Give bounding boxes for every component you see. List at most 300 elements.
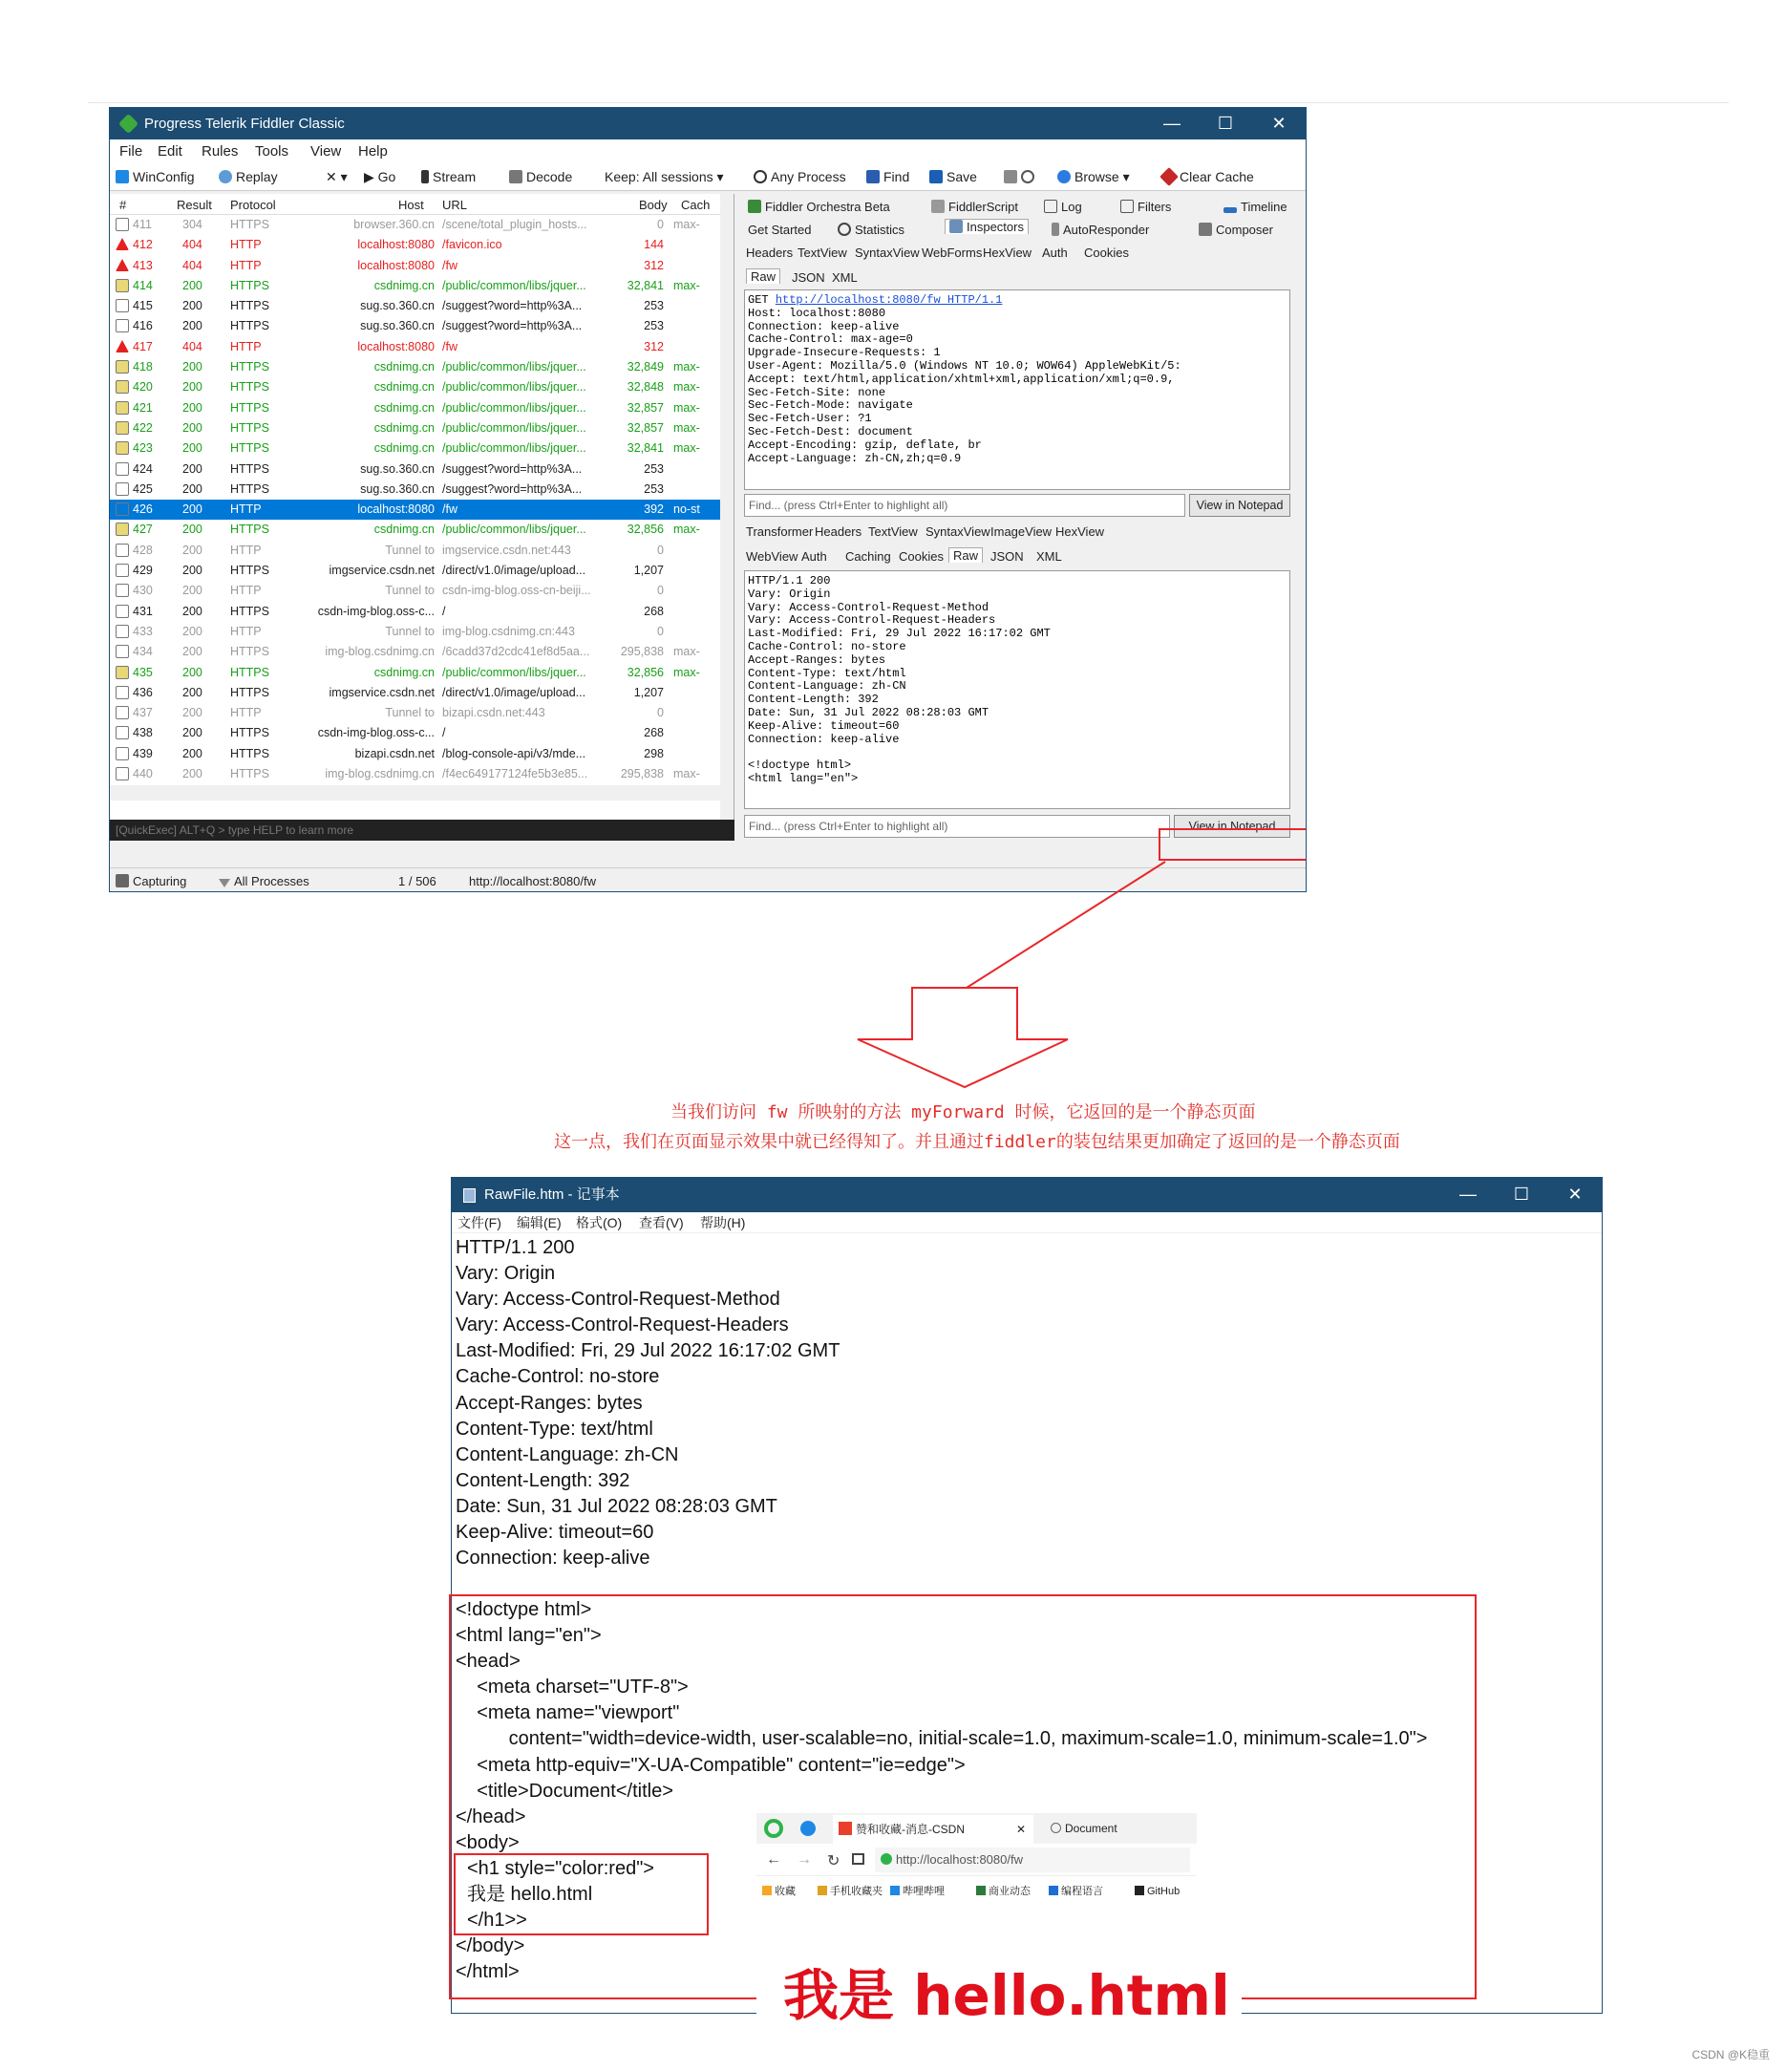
tab-timeline[interactable]: Timeline — [1223, 200, 1287, 214]
row-result: 200 — [182, 665, 202, 679]
row-number: 414 — [133, 278, 153, 292]
col-result[interactable]: Result — [177, 198, 212, 212]
row-protocol: HTTP — [230, 543, 262, 557]
status-capturing[interactable]: Capturing — [116, 874, 186, 888]
tab-filters[interactable]: Filters — [1120, 200, 1171, 214]
row-protocol: HTTPS — [230, 665, 269, 679]
browser-tab-document[interactable] — [1051, 1822, 1117, 1835]
browse-button[interactable]: Browse ▾ — [1057, 169, 1130, 185]
notepad-body-text[interactable]: <!doctype html> <html lang="en"> <head> <meta charset="UTF-8"> <meta name="viewport" content="width=device-width, user-scalable=no, initial-scale=1.0, maximum-scale=1.0, minimum-scale=1.0"> <meta http-equiv="X-UA-Compatible" content="ie=edge"> <title>Document</title> </head> <body> — [456, 1599, 1428, 1853]
row-protocol: HTTPS — [230, 319, 269, 333]
row-protocol: HTTPS — [230, 746, 269, 760]
row-number: 418 — [133, 360, 153, 374]
bookmark-label: 收藏 — [775, 1886, 796, 1897]
row-body: 144 — [644, 238, 664, 252]
row-cache: max- — [673, 400, 700, 415]
row-host: Tunnel to — [385, 584, 435, 598]
menu-edit[interactable]: Edit — [158, 143, 182, 160]
row-url: imgservice.csdn.net:443 — [442, 543, 571, 557]
row-url: /public/common/libs/jquer... — [442, 400, 586, 415]
row-protocol: HTTPS — [230, 360, 269, 374]
row-body: 32,857 — [627, 420, 664, 435]
bookmark-icon — [976, 1886, 986, 1895]
row-number: 413 — [133, 258, 153, 272]
row-result: 304 — [182, 218, 202, 231]
row-body: 268 — [644, 604, 664, 618]
row-protocol: HTTPS — [230, 278, 269, 292]
row-url: /public/common/libs/jquer... — [442, 441, 586, 456]
row-protocol: HTTPS — [230, 685, 269, 699]
row-result: 404 — [182, 238, 202, 252]
row-result: 200 — [182, 604, 202, 618]
tab-fiddler-orchestra[interactable]: Fiddler Orchestra Beta — [748, 200, 890, 214]
resp-subtab-cookies[interactable]: Cookies — [899, 549, 944, 564]
row-url: /f4ec649177124fe5b3e85... — [442, 767, 588, 781]
row-url: /suggest?word=http%3A... — [442, 299, 583, 313]
row-number: 423 — [133, 441, 153, 456]
csdn-icon — [839, 1822, 852, 1835]
row-result: 200 — [182, 685, 202, 699]
row-host: csdn-img-blog.oss-c... — [317, 604, 435, 618]
row-protocol: HTTP — [230, 584, 262, 598]
row-url: /fw — [442, 339, 457, 353]
minimize-button[interactable]: — — [1163, 114, 1181, 133]
resp-tab-imageview[interactable]: ImageView — [990, 524, 1053, 539]
row-body: 1,207 — [633, 685, 664, 699]
np-menu-edit[interactable]: 编辑(E) — [517, 1215, 562, 1230]
secure-icon — [881, 1853, 892, 1865]
row-host: csdnimg.cn — [373, 360, 435, 374]
resp-tab-headers[interactable]: Headers — [815, 524, 862, 539]
row-host: bizapi.csdn.net — [354, 746, 435, 760]
row-url: /suggest?word=http%3A... — [442, 461, 583, 476]
row-protocol: HTTP — [230, 238, 262, 252]
row-host: csdnimg.cn — [373, 278, 435, 292]
status-url: http://localhost:8080/fw — [469, 874, 596, 888]
tab-autoresponder[interactable]: AutoResponder — [1052, 223, 1149, 237]
request-find-input[interactable]: Find... (press Ctrl+Enter to highlight all) — [744, 494, 1185, 517]
row-result: 200 — [182, 523, 202, 537]
save-button[interactable]: Save — [929, 169, 977, 184]
row-protocol: HTTP — [230, 502, 262, 517]
row-result: 404 — [182, 339, 202, 353]
bookmark-item[interactable] — [762, 1878, 796, 1905]
telegram-icon — [800, 1821, 816, 1836]
row-cache: max- — [673, 218, 700, 231]
connector-line — [967, 862, 1165, 988]
bookmark-icon — [1049, 1886, 1058, 1895]
browser-logo-icon — [764, 1819, 783, 1838]
clear-cache-button[interactable]: Clear Cache — [1162, 169, 1254, 184]
row-body: 253 — [644, 299, 664, 313]
remove-button[interactable]: ✕ ▾ — [326, 169, 348, 184]
row-protocol: HTTPS — [230, 645, 269, 659]
row-result: 200 — [182, 380, 202, 395]
tab-log[interactable]: Log — [1044, 200, 1082, 214]
row-protocol: HTTP — [230, 339, 262, 353]
req-tab-hexview[interactable]: HexView — [983, 246, 1032, 260]
row-result: 200 — [182, 624, 202, 638]
row-host: Tunnel to — [385, 624, 435, 638]
home-icon[interactable] — [852, 1853, 864, 1865]
row-number: 438 — [133, 726, 153, 740]
req-tab-syntaxview[interactable]: SyntaxView — [855, 246, 920, 260]
row-number: 435 — [133, 665, 153, 679]
bookmark-item[interactable] — [818, 1878, 883, 1905]
row-protocol: HTTPS — [230, 299, 269, 313]
row-protocol: HTTPS — [230, 461, 269, 476]
row-body: 253 — [644, 481, 664, 496]
row-url: /scene/total_plugin_hosts... — [442, 218, 587, 231]
row-cache: no-st — [673, 502, 700, 517]
row-number: 427 — [133, 523, 153, 537]
row-body: 0 — [657, 543, 664, 557]
url-input[interactable] — [875, 1848, 1190, 1872]
row-host: imgservice.csdn.net — [329, 564, 435, 578]
row-body: 268 — [644, 726, 664, 740]
row-host: csdnimg.cn — [373, 441, 435, 456]
row-number: 426 — [133, 502, 153, 517]
notepad-title: RawFile.htm - 记事本 — [484, 1186, 620, 1203]
row-url: bizapi.csdn.net:443 — [442, 706, 545, 720]
col-host[interactable]: Host — [398, 198, 424, 212]
row-host: localhost:8080 — [357, 502, 435, 517]
replay-button[interactable]: Replay — [219, 169, 278, 184]
row-number: 412 — [133, 238, 153, 252]
row-number: 429 — [133, 564, 153, 578]
request-url-link[interactable]: http://localhost:8080/fw HTTP/1.1 — [775, 293, 1003, 307]
row-host: sug.so.360.cn — [360, 299, 435, 313]
req-tab-headers[interactable]: Headers — [746, 246, 794, 260]
row-number: 425 — [133, 481, 153, 496]
row-number: 431 — [133, 604, 153, 618]
status-count: 1 / 506 — [398, 874, 436, 888]
resp-subtab-caching[interactable]: Caching — [845, 549, 891, 564]
resp-tab-textview[interactable]: TextView — [868, 524, 918, 539]
col-number[interactable]: # — [119, 198, 127, 212]
quickexec-input[interactable]: [QuickExec] ALT+Q > type HELP to learn more — [110, 820, 734, 841]
find-button[interactable]: Find — [866, 169, 909, 184]
row-cache: max- — [673, 645, 700, 659]
np-menu-help[interactable]: 帮助(H) — [700, 1215, 746, 1230]
resp-subtab-raw[interactable]: Raw — [948, 547, 983, 563]
req-tab-cookies[interactable]: Cookies — [1084, 246, 1129, 260]
back-icon[interactable]: ← — [766, 1851, 781, 1868]
browser-tabbar — [756, 1813, 1197, 1844]
winconfig-button[interactable]: WinConfig — [116, 169, 195, 184]
row-url: /direct/v1.0/image/upload... — [442, 685, 586, 699]
response-raw-text: HTTP/1.1 200 Vary: Origin Vary: Access-Control-Request-Method Vary: Access-Control-Request-Headers Last-Modified: Fri, 29 Jul 2022 16:17:02 GMT Cache-Control: no-store Accept-Ranges: bytes Content-Type: text/html Content-Language: zh-CN Content-Length: 392 Date: Sun, 31 Jul 2022 08:28:03 GMT Keep-Alive: timeout=60 Connection: keep-alive <!doctype html> <html lang="en"> — [748, 574, 1051, 785]
col-protocol[interactable]: Protocol — [230, 198, 276, 212]
globe-icon — [1051, 1823, 1061, 1833]
np-menu-format[interactable]: 格式(O) — [576, 1215, 623, 1230]
row-url: / — [442, 604, 446, 618]
row-url: /direct/v1.0/image/upload... — [442, 564, 586, 578]
row-number: 422 — [133, 420, 153, 435]
notepad-h1-text[interactable]: <h1 style="color:red"> 我是 hello.html </h1>> — [467, 1858, 654, 1932]
bookmark-label: 商业动态 — [989, 1886, 1031, 1897]
row-cache: max- — [673, 380, 700, 395]
bookmark-item[interactable] — [1049, 1878, 1103, 1905]
tab-close-icon[interactable]: ✕ — [1015, 1823, 1026, 1836]
row-result: 200 — [182, 360, 202, 374]
row-protocol: HTTPS — [230, 523, 269, 537]
row-host: csdnimg.cn — [373, 665, 435, 679]
response-view-notepad-button[interactable]: View in Notepad — [1174, 815, 1290, 838]
row-body: 298 — [644, 746, 664, 760]
row-protocol: HTTPS — [230, 767, 269, 781]
row-number: 434 — [133, 645, 153, 659]
row-number: 417 — [133, 339, 153, 353]
maximize-button[interactable]: ☐ — [1217, 114, 1234, 133]
row-protocol: HTTPS — [230, 420, 269, 435]
row-url: csdn-img-blog.oss-cn-beiji... — [442, 584, 591, 598]
row-body: 295,838 — [620, 767, 664, 781]
row-url: /favicon.ico — [442, 238, 502, 252]
bookmarks-bar — [756, 1878, 1197, 1905]
highlight-h1 — [454, 1853, 709, 1935]
row-body: 0 — [657, 624, 664, 638]
row-body: 253 — [644, 319, 664, 333]
np-menu-file[interactable]: 文件(F) — [457, 1215, 501, 1230]
menu-tools[interactable]: Tools — [255, 143, 289, 160]
req-subtab-xml[interactable]: XML — [832, 270, 858, 285]
request-view-notepad-button[interactable]: View in Notepad — [1189, 494, 1290, 517]
row-protocol: HTTPS — [230, 604, 269, 618]
fiddler-title: Progress Telerik Fiddler Classic — [144, 116, 345, 132]
row-body: 32,856 — [627, 665, 664, 679]
bookmark-label: 哔哩哔哩 — [903, 1886, 945, 1897]
tab-csdn-label: 赞和收藏-消息-CSDN — [856, 1823, 965, 1836]
row-body: 32,856 — [627, 523, 664, 537]
stream-button[interactable]: Stream — [421, 169, 476, 184]
row-body: 1,207 — [633, 564, 664, 578]
row-result: 200 — [182, 706, 202, 720]
req-tab-webforms[interactable]: WebForms — [922, 246, 983, 260]
np-minimize-button[interactable]: — — [1459, 1185, 1477, 1204]
caption-line2: 这一点，我们在页面显示效果中就已经得知了。并且通过fiddler的装包结果更加确定了返回的是一个静态页面 — [554, 1132, 1400, 1152]
resp-subtab-webview[interactable]: WebView — [746, 549, 798, 564]
row-number: 430 — [133, 584, 153, 598]
row-host: sug.so.360.cn — [360, 319, 435, 333]
row-number: 433 — [133, 624, 153, 638]
bookmark-label: 手机收藏夹 — [830, 1886, 883, 1897]
req-subtab-json[interactable]: JSON — [792, 270, 825, 285]
browser-tab-csdn[interactable] — [833, 1815, 1033, 1844]
row-protocol: HTTPS — [230, 726, 269, 740]
bookmark-label: GitHub — [1147, 1886, 1181, 1897]
notepad-icon — [463, 1188, 476, 1203]
row-url: /suggest?word=http%3A... — [442, 481, 583, 496]
caption-line1: 当我们访问 fw 所映射的方法 myForward 时候，它返回的是一个静态页面 — [670, 1102, 1256, 1122]
browser-addressbar — [756, 1844, 1197, 1876]
row-result: 200 — [182, 584, 202, 598]
row-protocol: HTTPS — [230, 441, 269, 456]
row-host: browser.360.cn — [353, 218, 435, 231]
row-body: 0 — [657, 218, 664, 231]
col-url[interactable]: URL — [442, 198, 468, 212]
row-url: / — [442, 726, 446, 740]
bookmark-item[interactable] — [976, 1878, 1031, 1905]
resp-tab-syntaxview[interactable]: SyntaxView — [925, 524, 990, 539]
row-number: 436 — [133, 685, 153, 699]
row-cache: max- — [673, 523, 700, 537]
np-maximize-button[interactable]: ☐ — [1513, 1185, 1530, 1204]
row-number: 421 — [133, 400, 153, 415]
row-result: 404 — [182, 258, 202, 272]
bookmark-item[interactable] — [890, 1878, 945, 1905]
row-result: 200 — [182, 767, 202, 781]
request-method: GET — [748, 293, 776, 307]
row-host: localhost:8080 — [357, 238, 435, 252]
row-number: 411 — [133, 218, 152, 231]
row-body: 0 — [657, 584, 664, 598]
notepad-tail-text[interactable]: </body> </html> — [456, 1935, 525, 1983]
resp-subtab-xml[interactable]: XML — [1036, 549, 1062, 564]
row-number: 440 — [133, 767, 153, 781]
row-host: sug.so.360.cn — [360, 481, 435, 496]
row-result: 200 — [182, 543, 202, 557]
row-host: img-blog.csdnimg.cn — [325, 767, 435, 781]
row-result: 200 — [182, 319, 202, 333]
down-arrow — [858, 988, 1068, 1087]
response-find-input[interactable]: Find... (press Ctrl+Enter to highlight all) — [744, 815, 1170, 838]
row-cache: max- — [673, 420, 700, 435]
row-protocol: HTTPS — [230, 564, 269, 578]
row-number: 420 — [133, 380, 153, 395]
any-process-button[interactable]: Any Process — [754, 169, 846, 184]
bookmark-label: 编程语言 — [1061, 1886, 1103, 1897]
url-text: http://localhost:8080/fw — [896, 1852, 1023, 1867]
status-processes[interactable]: All Processes — [219, 874, 309, 888]
forward-icon[interactable]: → — [797, 1851, 812, 1868]
decode-button[interactable]: Decode — [509, 169, 572, 184]
row-url: /public/common/libs/jquer... — [442, 360, 586, 374]
row-host: sug.so.360.cn — [360, 461, 435, 476]
row-body: 32,841 — [627, 278, 664, 292]
tab-fiddlerscript[interactable]: FiddlerScript — [931, 200, 1018, 214]
row-result: 200 — [182, 645, 202, 659]
row-body: 32,848 — [627, 380, 664, 395]
row-host: csdnimg.cn — [373, 380, 435, 395]
row-number: 439 — [133, 746, 153, 760]
request-headers: Host: localhost:8080 Connection: keep-alive Cache-Control: max-age=0 Upgrade-Insecure-Requests: 1 User-Agent: Mozilla/5.0 (Windows NT 10.0; WOW64) AppleWebKit/5: Accept: text/html,application/xhtml+xml,application/xml;q=0.9, Sec-Fetch-Site: none Sec-Fetch-Mode: navigate Sec-Fetch-User: ?1 Sec-Fetch-Dest: document Accept-Encoding: gzip, deflate, br Accept-Language: zh-CN,zh;q=0.9 — [748, 306, 1181, 465]
tab-statistics[interactable]: Statistics — [838, 223, 904, 237]
row-result: 200 — [182, 502, 202, 517]
col-body[interactable]: Body — [639, 198, 668, 212]
row-url: /fw — [442, 502, 457, 517]
row-url: /suggest?word=http%3A... — [442, 319, 583, 333]
rendered-h1: 我是 hello.html — [772, 1951, 1242, 2031]
row-protocol: HTTP — [230, 624, 262, 638]
row-protocol: HTTPS — [230, 400, 269, 415]
row-result: 200 — [182, 400, 202, 415]
row-body: 295,838 — [620, 645, 664, 659]
col-cache[interactable]: Cach — [681, 198, 711, 212]
row-number: 415 — [133, 299, 153, 313]
req-subtab-raw[interactable]: Raw — [746, 268, 780, 284]
req-tab-auth[interactable]: Auth — [1042, 246, 1068, 260]
row-number: 428 — [133, 543, 153, 557]
row-host: csdnimg.cn — [373, 523, 435, 537]
bookmark-item[interactable] — [1135, 1878, 1180, 1905]
row-result: 200 — [182, 299, 202, 313]
row-result: 200 — [182, 564, 202, 578]
menu-help[interactable]: Help — [358, 143, 388, 160]
tab-document-label: Document — [1065, 1822, 1117, 1835]
row-url: /public/common/libs/jquer... — [442, 278, 586, 292]
menu-file[interactable]: File — [119, 143, 143, 160]
tab-inspectors[interactable]: Inspectors — [945, 219, 1029, 234]
row-protocol: HTTPS — [230, 218, 269, 231]
keep-sessions-dropdown[interactable]: Keep: All sessions ▾ — [605, 169, 724, 184]
row-result: 200 — [182, 746, 202, 760]
row-result: 200 — [182, 278, 202, 292]
bookmark-icon — [818, 1886, 827, 1895]
row-protocol: HTTPS — [230, 481, 269, 496]
row-result: 200 — [182, 481, 202, 496]
row-body: 32,849 — [627, 360, 664, 374]
tab-composer[interactable]: Composer — [1199, 223, 1273, 237]
row-host: imgservice.csdn.net — [329, 685, 435, 699]
tab-get-started[interactable]: Get Started — [748, 223, 812, 237]
row-url: /6cadd37d2cdc41ef8d5aa... — [442, 645, 590, 659]
row-host: csdn-img-blog.oss-c... — [317, 726, 435, 740]
row-cache: max- — [673, 360, 700, 374]
go-button[interactable]: ▶ Go — [364, 169, 396, 184]
refresh-icon[interactable]: ↻ — [827, 1853, 840, 1869]
bookmark-icon — [890, 1886, 900, 1895]
row-number: 416 — [133, 319, 153, 333]
row-cache: max- — [673, 441, 700, 456]
np-menu-view[interactable]: 查看(V) — [639, 1215, 684, 1230]
row-url: img-blog.csdnimg.cn:443 — [442, 624, 575, 638]
row-result: 200 — [182, 461, 202, 476]
row-result: 200 — [182, 420, 202, 435]
row-body: 253 — [644, 461, 664, 476]
resp-tab-transformer[interactable]: Transformer — [746, 524, 814, 539]
row-cache: max- — [673, 665, 700, 679]
row-result: 200 — [182, 726, 202, 740]
row-url: /public/common/libs/jquer... — [442, 380, 586, 395]
close-button[interactable]: ✕ — [1271, 114, 1287, 133]
row-host: localhost:8080 — [357, 339, 435, 353]
resp-tab-hexview[interactable]: HexView — [1055, 524, 1105, 539]
row-body: 312 — [644, 258, 664, 272]
row-url: /public/common/libs/jquer... — [442, 420, 586, 435]
row-body: 0 — [657, 706, 664, 720]
row-url: /blog-console-api/v3/mde... — [442, 746, 586, 760]
np-close-button[interactable]: ✕ — [1567, 1185, 1583, 1204]
row-cache: max- — [673, 278, 700, 292]
req-tab-textview[interactable]: TextView — [798, 246, 847, 260]
menu-rules[interactable]: Rules — [202, 143, 239, 160]
row-host: csdnimg.cn — [373, 400, 435, 415]
notepad-headers-text[interactable]: HTTP/1.1 200 Vary: Origin Vary: Access-Control-Request-Method Vary: Access-Control-Request-Headers Last-Modified: Fri, 29 Jul 2022 16:17:02 GMT Cache-Control: no-store Accept-Ranges: bytes Content-Type: text/html Content-Language: zh-CN Content-Length: 392 Date: Sun, 31 Jul 2022 08:28:03 GMT Keep-Alive: timeout=60 Connection: keep-alive — [456, 1237, 840, 1570]
row-host: csdnimg.cn — [373, 420, 435, 435]
notepad-titlebar — [452, 1177, 1602, 1212]
row-body: 32,857 — [627, 400, 664, 415]
row-body: 32,841 — [627, 441, 664, 456]
notepad-menubar — [452, 1212, 1602, 1233]
resp-subtab-json[interactable]: JSON — [990, 549, 1024, 564]
row-url: /fw — [442, 258, 457, 272]
menu-view[interactable]: View — [310, 143, 342, 160]
row-host: Tunnel to — [385, 706, 435, 720]
resp-subtab-auth[interactable]: Auth — [801, 549, 827, 564]
row-url: /public/common/libs/jquer... — [442, 523, 586, 537]
bookmark-icon — [1135, 1886, 1144, 1895]
